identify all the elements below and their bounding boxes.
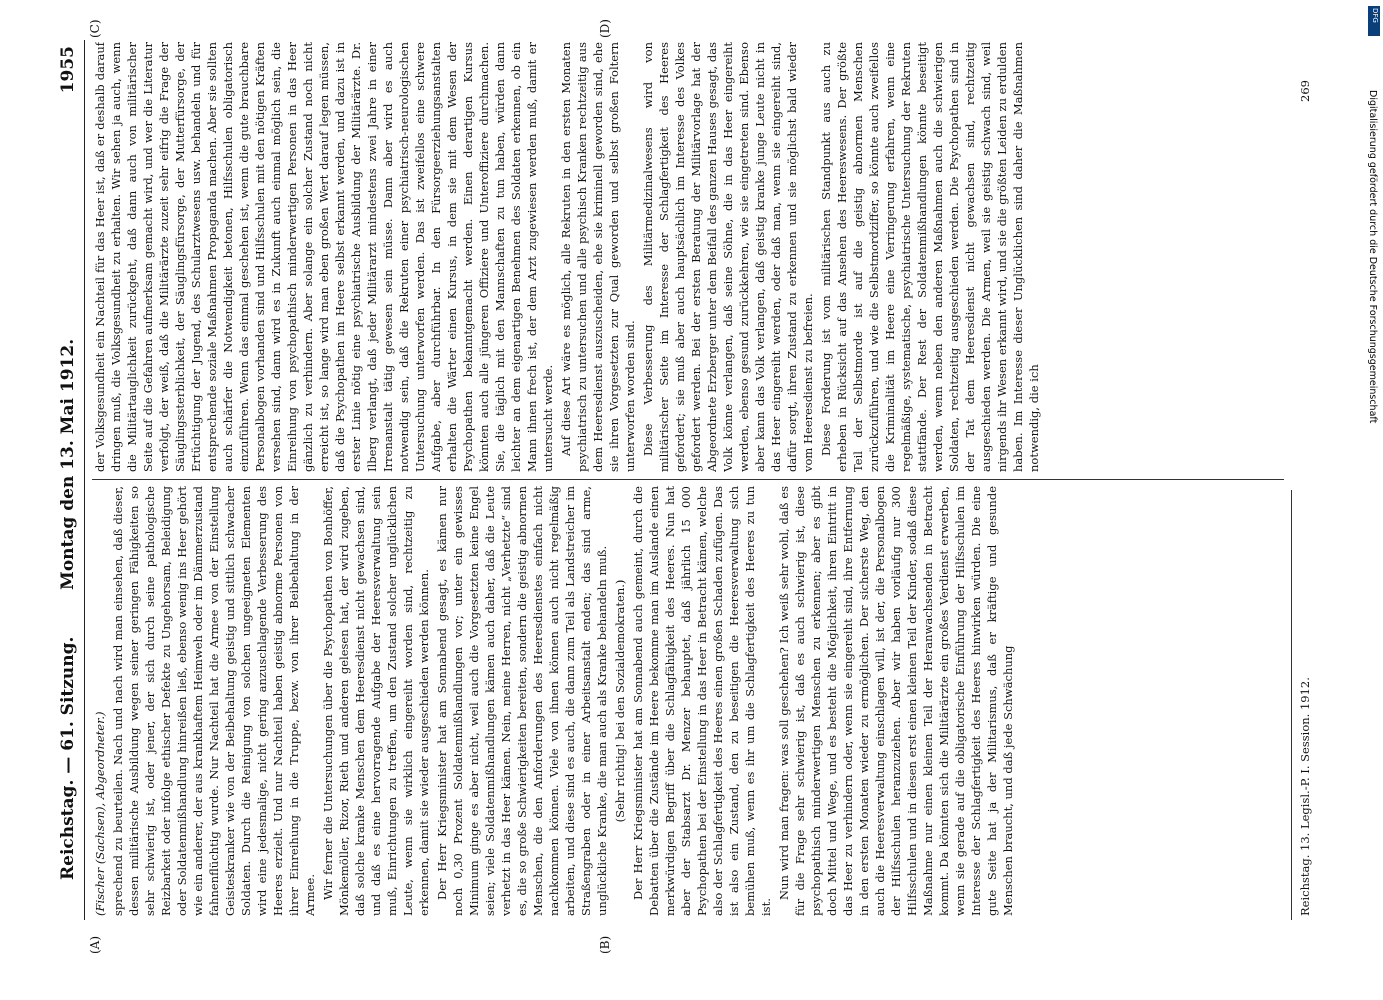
header-rule <box>84 40 85 920</box>
paragraph: Nun wird man fragen: was soll geschehen? Ich weiß sehr wohl, daß es für die Frage sehr schwierig ist, daß es auch schwierig ist, diese psychopathisch minderwertigen Menschen zu erkennen; aber es gibt doch Mittel und Wege, und es besteht die Möglichkeit, ihren Eintritt in das Heer zu verhindern oder, wenn sie eingereiht sind, ihre Entfernung in den ersten Monaten wieder zu ermöglichen. Der sicherste Weg, den auch die Heeresverwaltung einschlagen will, ist der, die Personalbogen der Hilfsschulen heranzuziehen. Aber wir haben vorläufig nur 300 Hilfsschulen und in diesen erst einen kleinen Teil der Kinder, sodaß diese Maßnahme nur einen kleinen Teil der Heranwachsenden in Betracht kommt. Da könnten sich die Militärärzte ein großes Verdienst erwerben, wenn sie gerade auf die obligatorische Einführung der Hilfsschulen im Interesse der Schlagfertigkeit des Heeres hinwirken würden. Die eine gute Seite hat ja der Militarismus, daß er kräftige und gesunde Menschen braucht, und daß jede Schwächung <box>777 486 1015 916</box>
interjection: (Sehr richtig! bei den Sozialdemokraten.) <box>613 579 627 823</box>
paragraph: Diese Forderung ist vom militärischen Standpunkt aus auch zu erheben in Rücksicht auf das Ansehen des Heereswesens. Der größte Teil der Selbstmorde ist auf die geistig abnormen Menschen zurückzuführen, und wie die Selbstmordziffer, so könnte auch zweifellos die Kriminalität im Heere eine Verringerung erfahren, wenn eine regelmäßige, systematische, psychiatrische Untersuchung der Rekruten stattfände. Der Rest der Soldatenmißhandlungen könnte beseitigt werden, wenn neben den anderen Maßnahmen auch die schwierigen Soldaten, rechtzeitig ausgeschieden werden. Die Psychopathen sind in der Tat dem Heeresdienst nicht gewachsen sind, rechtzeitig ausgeschieden werden. Die Armen, weil sie geistig schwach sind, weil nirgends ihr Wesen erkannt wird, und sie die größten Leiden zu erdulden haben. Im Interesse dieser Unglücklichen sind daher die Maßnahmen notwendig, die ich <box>819 42 1041 472</box>
right-column <box>92 42 1284 472</box>
rotated-page-content <box>58 19 1348 954</box>
footer-rule <box>1291 490 1292 920</box>
header-page-number: 1955 <box>58 46 78 94</box>
footer-page-number: 269 <box>1298 80 1312 102</box>
margin-mark-b: (B) <box>598 935 612 954</box>
paragraph: Der Herr Kriegsminister hat am Sonnabend gesagt, es kämen nur noch 0,30 Prozent Soldatenmißhandlungen vor; unter ein gewisses Minimum ginge es aber nicht, weil auch die Vorgesetzten keine Engel seien; viele Soldatenmißhandlungen kämen auch daher, daß die Leute verhetzt in das Heer kämen. Nein, meine Herren, nicht „Verhetzte“ sind es, die so große Schwierigkeiten bereiten, sondern die geistig abnormen Menschen, die den Anforderungen des Heeresdienstes einfach nicht nachkommen können. Viele von ihnen können auch nicht regelmäßig arbeiten, und diese sind es auch, die dann zum Teil als Landstreicher im Straßengraben oder in einer Arbeitsanstalt enden; das sind arme, unglückliche Kranke, die man auch als Kranke behandeln muß. <box>435 486 609 916</box>
header-date: Montag den 13. Mai 1912. <box>58 338 78 590</box>
paragraph: sprechend zu beurteilen. Nach und nach wird man einsehen, daß dieser, dessen militärische Ausbildung wegen seiner geringen Fähigkeiten so sehr schwierig ist, oder jener, der sich durch seine pathologische Reizbarkeit oder infolge ethischer Defekte zu Ungehorsam, Beleidigung oder Soldatenmißhandlung hinreißen ließ, ebenso wenig ins Heer gehört wie ein anderer, der aus krankhaftem Heimweh oder im Dämmerzustand fahnenflüchtig wurde. Nur Nachteil hat die Armee von der Einstellung Geisteskranker wie von der Beibehaltung geistig und sittlich schwacher Soldaten. Durch die Reinigung von solchen ungeeigneten Elementen wird eine jedesmalige, nicht gering anzuschlagende Verbesserung des Heeres erzielt. Und nur Nachteil haben geistig abnorme Personen von ihrer Einreihung in die Truppe, bezw. von ihrer Beibehaltung in der Armee. <box>111 486 317 916</box>
paragraph: Auf diese Art wäre es möglich, alle Rekruten in den ersten Monaten psychiatrisch zu untersuchen und alle psychisch Kranken rechtzeitig aus dem Heeresdienst auszuscheiden, ehe sie kriminell geworden sind, ehe sie ihren Vorgesetzten zur Qual geworden und selbst großen Foltern unterworfen worden sind. <box>559 42 637 472</box>
margin-mark-c: (C) <box>88 19 102 38</box>
column-divider <box>92 479 1284 480</box>
credit-text: Digitalisierung gefördert durch die Deutsche Forschungsgemeinschaft <box>1367 90 1378 424</box>
header-session: Reichstag. — 61. Sitzung. <box>58 636 78 880</box>
page-header <box>58 40 82 920</box>
paragraph: Wir ferner die Untersuchungen über die Psychopathen von Bonhöffer, Mönkemöller, Rizor, Rieth und anderen gelesen hat, der wird zugeben, daß solche kranke Menschen dem Heeresdienst nicht gewachsen sind, und daß es eine hervorragende Aufgabe der Heeresverwaltung sein muß, Einrichtungen zu treffen, um den Zustand solcher unglücklichen Leute, wenn sie wirklich eingereiht worden sind, rechtzeitig zu erkennen, damit sie wieder ausgeschieden werden können. <box>321 486 431 916</box>
paragraph: Diese Verbesserung des Militärmedizinalwesens wird von militärischer Seite im Interesse der Schlagfertigkeit des Heeres gefordert; sie muß aber auch hauptsächlich im Interesse des Volkes gefordert werden. Bei der ersten Beratung der Militärvorlage hat der Abgeordnete Erzberger unter dem Beifall des ganzen Hauses gesagt, das Volk könne verlangen, daß seine Söhne, die in das Heer eingereiht werden, ebenso gesund zurückkehren, wie sie eingetreten sind. Ebenso aber kann das Volk verlangen, daß geistig kranke junge Leute nicht in das Heer eingereiht werden, oder daß man, wenn sie eingereiht sind, dafür sorgt, ihren Zustand zu erkennen und sie möglichst bald wieder vom Heeresdienst zu befreien. <box>641 42 815 472</box>
digitization-credit <box>1366 10 1380 990</box>
paragraph: Der Herr Kriegsminister hat am Sonnabend auch gemeint, durch die Debatten über die Zustände im Heere bekomme man im Auslande einen merkwürdigen Begriff über die Schlagfähigkeit des Heeres. Nun hat aber der Stabsarzt Dr. Menzer behauptet, daß jährlich 15 000 Psychopathen bei der Einstellung in das Heer in Betracht kämen, welche also der Schlagfertigkeit des Heeres einen großen Schaden zufügen. Das ist also ein Zustand, den zu beseitigen die Heeresverwaltung sich bemühen muß, wenn es ihr um die Schlagfertigkeit des Heeres zu tun ist. <box>631 486 773 916</box>
paragraph: der Volksgesundheit ein Nachteil für das Heer ist, daß er deshalb darauf dringen muß, die Volksgesundheit zu erhalten. Wir sehen ja auch, wenn die Militärtauglichkeit zurückgeht, daß dann auch von militärischer Seite auf die Gefahren aufmerksam gemacht wird, und wer die Literatur verfolgt, der weiß, daß die Militärärzte zuzeit sehr eifrig die Frage der Säuglingssterblichkeit, der Säuglingsfürsorge, der Mutterfürsorge, der Ertüchtigung der Jugend, des Schularztwesens usw. behandeln und für entsprechende soziale Maßnahmen Propaganda machen. Aber sie sollten auch schärfer die Notwendigkeit betonen, Hilfsschulen obligatorisch einzuführen. Wenn das einmal geschehen ist, wenn die gute brauchbare Personalbogen vorhanden sind und Hilfsschulen mit den nötigen Kräften versehen sind, dann wird es in Zukunft auch einmal möglich sein, die Einreihung von psychopathisch minderwertigen Personen in das Heer gänzlich zu verhindern. Aber solange ein solcher Zustand noch nicht erreicht ist, so lange wird man eben großen Wert darauf legen müssen, daß die Psychopathen im Heere selbst erkannt werden, und dazu ist in erster Linie nötig eine psychiatrische Ausbildung der Militärärzte. Dr. Ilberg verlangt, daß jeder Militärarzt mindestens zwei Jahre in einer Irrenanstalt tätig gewesen sein müsse. Dann aber wird es auch notwendig sein, daß die Rekruten einer psychiatrisch-neurologischen Untersuchung unterworfen werden. Das ist zweifellos eine schwere Aufgabe, aber durchführbar. In den Fürsorgeerziehungsanstalten erhalten die Wärter einen Kursus, in dem sie mit dem Wesen der Psychopathen bekanntgemacht werden. Einen derartigen Kursus könnten auch alle jüngeren Offiziere und Unteroffiziere durchmachen. Sie, die täglich mit den Mannschaften zu tun haben, würden dann leichter an dem eigenartigen Benehmen des Soldaten erkennen, ob ein Mann ihnen frech ist, der dem Arzt zugewiesen werden muß, damit er untersucht werde. <box>93 42 555 472</box>
margin-mark-a: (A) <box>88 935 102 954</box>
margin-mark-d: (D) <box>598 19 612 38</box>
footer-reference: Reichstag. 13. Legisl.-P. I. Session. 1912. <box>1298 677 1312 916</box>
dfg-logo-text: DFG <box>1371 8 1379 23</box>
speaker-line: (Fischer (Sachsen), Abgeordneter.) <box>93 711 107 916</box>
left-column <box>92 486 1284 916</box>
